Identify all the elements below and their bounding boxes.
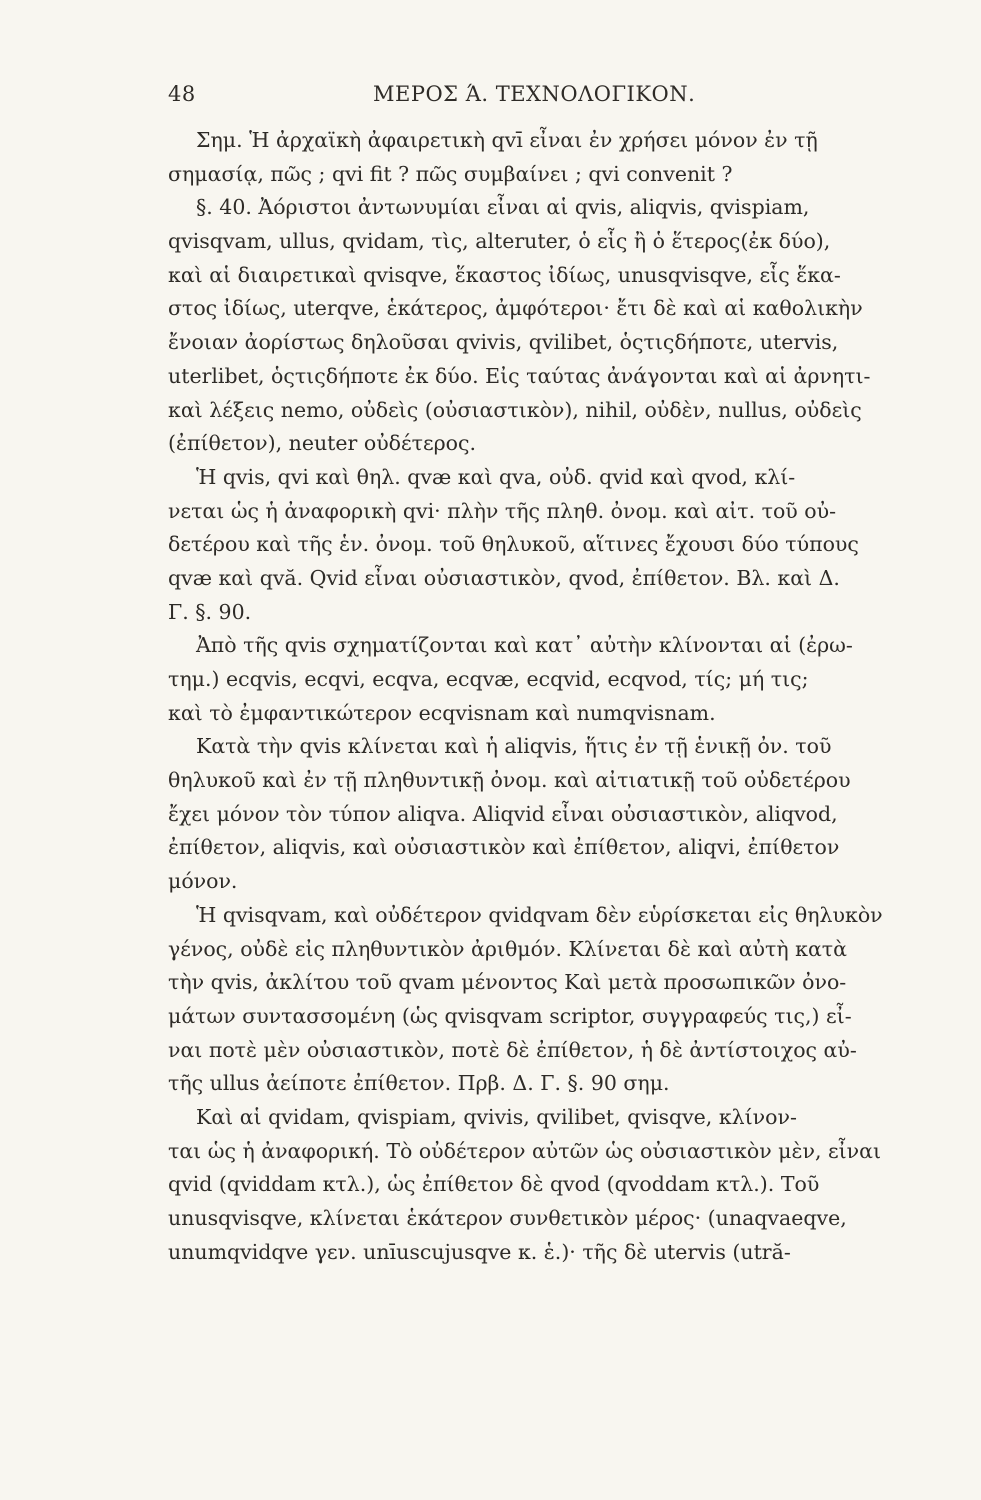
text-line: νεται ὡς ἡ ἀναφορικὴ qvi· πλὴν τῆς πληθ. ὀνομ. καὶ αἰτ. τοῦ οὐ- xyxy=(168,498,837,523)
text-line: τημ.) ecqvis, ecqvi, ecqva, ecqvæ, ecqvid, ecqvod, τίς; μή τις; xyxy=(168,667,809,691)
text-line: unusqvisqve, κλίνεται ἑκάτερον συνθετικὸν μέρος· (unaqvaeqve, xyxy=(168,1206,847,1230)
text-line: μόνον. xyxy=(168,869,238,894)
text-line: δετέρου καὶ τῆς ἑν. ὀνομ. τοῦ θηλυκοῦ, αἵτινες ἔχουσι δύο τύπους xyxy=(168,532,859,557)
text-line: ἔχει μόνον τὸν τύπον aliqva. Aliqvid εἶναι οὐσιαστικὸν, aliqvod, xyxy=(168,801,838,826)
text-line: στος ἰδίως, uterqve, ἑκάτερος, ἀμφότεροι· ἔτι δὲ καὶ αἱ καθολικὴν xyxy=(168,296,863,321)
text-line: unumqvidqve γεν. unīuscujusqve κ. ἑ.)· τῆς δὲ utervis (utră- xyxy=(168,1239,791,1264)
text-line: τὴν qvis, ἀκλίτου τοῦ qvam μένοντος Καὶ μετὰ προσωπικῶν ὀνο- xyxy=(168,970,847,995)
text-line: τῆς ullus ἀείποτε ἐπίθετον. Πρβ. Δ. Γ. §. 90 σημ. xyxy=(168,1071,670,1096)
text-line: Ἀπὸ τῆς qvis σχηματίζονται καὶ κατ᾽ αὐτὴν κλίνονται αἱ (ἐρω- xyxy=(196,633,853,658)
text-line: Σημ. Ἡ ἀρχαϊκὴ ἀφαιρετικὴ qvī εἶναι ἐν χρήσει μόνον ἐν τῇ xyxy=(196,128,818,152)
text-line: ναι ποτὲ μὲν οὐσιαστικὸν, ποτὲ δὲ ἐπίθετον, ἡ δὲ ἀντίστοιχος αὐ- xyxy=(168,1037,857,1062)
text-line: ἔνοιαν ἀορίστως δηλοῦσαι qvivis, qvilibet, ὁςτιςδήποτε, utervis, xyxy=(168,330,839,355)
text-line: θηλυκοῦ καὶ ἐν τῇ πληθυντικῇ ὀνομ. καὶ αἰτιατικῇ τοῦ οὐδετέρου xyxy=(168,768,851,793)
text-line: qvæ καὶ qvă. Qvid εἶναι οὐσιαστικὸν, qvod, ἐπίθετον. Βλ. καὶ Δ. xyxy=(168,565,840,590)
text-line: καὶ λέξεις nemo, οὐδεὶς (οὐσιαστικὸν), nihil, οὐδὲν, nullus, οὐδεὶς xyxy=(168,397,862,422)
text-line: Καὶ αἱ qvidam, qvispiam, qvivis, qvilibet, qvisqve, κλίνον- xyxy=(196,1104,797,1129)
text-line: γένος, οὐδὲ εἰς πληθυντικὸν ἀριθμόν. Κλίνεται δὲ καὶ αὐτὴ κατὰ xyxy=(168,936,847,961)
text-line: Γ. §. 90. xyxy=(168,599,252,624)
page-header xyxy=(168,82,816,112)
text-line: ται ὡς ἡ ἀναφορική. Τὸ οὐδέτερον αὐτῶν ὡς οὐσιαστικὸν μὲν, εἶναι xyxy=(168,1138,882,1163)
text-line: qvisqvam, ullus, qvidam, τὶς, alteruter, ὁ εἷς ἢ ὁ ἕτερος(ἐκ δύο), xyxy=(168,229,831,254)
text-line: σημασίᾳ, πῶς ; qvi fit ? πῶς συμβαίνει ; qvi convenit ? xyxy=(168,161,733,186)
page-number: 48 xyxy=(168,82,196,106)
text-line: uterlibet, ὁςτιςδήποτε ἐκ δύο. Εἰς ταύτας ἀνάγονται καὶ αἱ ἀρνητι- xyxy=(168,363,871,388)
text-line: qvid (qviddam κτλ.), ὡς ἐπίθετον δὲ qvod (qvoddam κτλ.). Τοῦ xyxy=(168,1172,820,1197)
text-line: Κατὰ τὴν qvis κλίνεται καὶ ἡ aliqvis, ἥτις ἐν τῇ ἑνικῇ ὀν. τοῦ xyxy=(196,734,832,759)
text-line: Ἡ qvis, qvi καὶ θηλ. qvæ καὶ qva, οὐδ. qvid καὶ qvod, κλί- xyxy=(196,464,796,489)
text-line: Ἡ qvisqvam, καὶ οὐδέτερον qvidqvam δὲν εὑρίσκεται εἰς θηλυκὸν xyxy=(196,902,883,927)
text-line: §. 40. Ἀόριστοι ἀντωνυμίαι εἶναι αἱ qvis, aliqvis, qvispiam, xyxy=(196,195,810,220)
text-line: καὶ αἱ διαιρετικαὶ qvisqve, ἕκαστος ἰδίως, unusqvisqve, εἷς ἕκα- xyxy=(168,262,841,287)
text-line: καὶ τὸ ἐμφαντικώτερον ecqvisnam καὶ numqvisnam. xyxy=(168,700,716,725)
body-text xyxy=(168,124,942,1269)
running-head: ΜΕΡΟΣ Ά. ΤΕΧΝΟΛΟΓΙΚΟΝ. xyxy=(373,82,696,106)
text-line: μάτων συντασσομένη (ὡς qvisqvam scriptor, συγγραφεύς τις,) εἶ- xyxy=(168,1003,852,1028)
text-line: (ἐπίθετον), neuter οὐδέτερος. xyxy=(168,431,476,456)
text-line: ἐπίθετον, aliqvis, καὶ οὐσιαστικὸν καὶ ἐπίθετον, aliqvi, ἐπίθετον xyxy=(168,835,840,860)
